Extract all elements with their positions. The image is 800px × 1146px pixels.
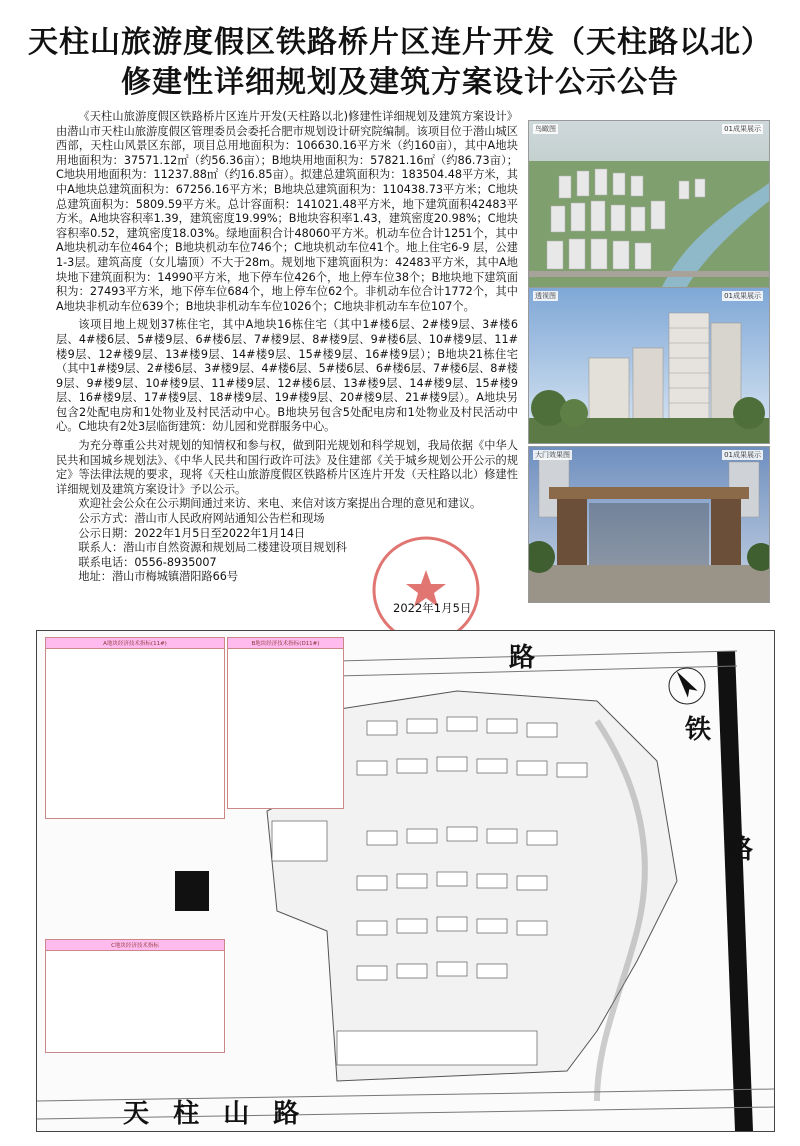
gate-rendering-image bbox=[529, 447, 769, 602]
notice-method: 公示方式：潜山市人民政府网站通知公告栏和现场 bbox=[78, 512, 325, 526]
table-b-title: B地块经济技术指标(D11#) bbox=[228, 638, 343, 649]
table-c bbox=[45, 939, 225, 1053]
notice-paragraph-buildings: 该项目地上规划37栋住宅，其中A地块16栋住宅（其中1#楼6层、2#楼9层、3#楼6 层、4#楼6层、5#楼9层、6#楼6层、7#楼9层、8#楼9层、9#楼6层、10#楼9层、11#楼9层、12#楼9层、13#楼9层、14#楼9层、15#楼9层、16#楼9层）；B地块21栋住宅（其中1#楼9层、2#楼6层、3#楼9层、4#楼6层、5#楼6层、6#楼6层、7#楼6层、8#楼9层、9#楼9层、10#楼9层、11#楼9层、12#楼6层、13#楼9层、14#楼9层、15#楼9层、16#楼9层、17#楼9层、18#楼9层、19#楼9层、20#楼9层、21#楼9层）。A地块另包含2处配电房和1处物业及村民活动中心。B地块另包含5处配电房和1处物业及村民活动中心。C地块有2处3层临街建筑：幼儿园和党群服务中心。 bbox=[56, 318, 518, 434]
page-title-line2: 修建性详细规划及建筑方案设计公示公告 bbox=[121, 65, 679, 100]
notice-paragraph-overview: 《天柱山旅游度假区铁路桥片区连片开发(天柱路以北)修建性详细规划及建筑方案设计》由潜山市天柱山旅游度假区管理委员会委托合肥市规划设计研究院编制。该项目位于潜山城区西部，天柱山风景区东部，项目总用地面积为：106630.16平方米（约160亩），其中A地块用地面积为：37571.12㎡（约56.36亩）；B地块用地面积为：57821.16㎡（约86.73亩）；C地块用地面积为：11237.88㎡（约16.85亩）。拟建总建筑面积为：183504.48平方米，其中A地块总建筑面积为：67256.16平方米；B地块总建筑面积为：110438.73平方米；C地块总建筑面积为：5809.59平方米。总计容面积：141021.48平方米，地下建筑面积42483平方米。A地块容积率1.39，建筑密度19.99%；B地块容积率1.43，建筑密度20.98%；C地块容积率0.52，建筑密度18.03%。绿地面积合计48060平方米。机动车位合计1251个，其中A地块机动车位464个；B地块机动车位746个；C地块机动车位41个。地上住宅6-9 层，公建1-3层。建筑高度（女儿墙顶）不大于28m。规划地下建筑面积为：42483平方米，其中A地块地下建筑面积为：14990平方米，地下停车位426个，地上停车位38个；B地块地下建筑面积为：27493平方米，地下停车位684个，地上停车位62个。非机动车位合计1772个，其中A地块非机动车位639个；B地块非机动车车位1026个；C地块非机动车车位107个。 bbox=[56, 110, 518, 313]
road-label-east-2: 路 bbox=[727, 835, 754, 865]
gate-rendering-tag: 01成果展示 bbox=[724, 451, 761, 459]
perspective-rendering bbox=[528, 287, 770, 444]
notice-address: 地址：潜山市梅城镇潜阳路66号 bbox=[78, 570, 239, 584]
gate-rendering bbox=[528, 446, 770, 603]
road-label-south: 天 柱 山 路 bbox=[123, 1099, 302, 1129]
table-c-title: C地块经济技术指标 bbox=[46, 940, 224, 951]
road-label-north: 路 bbox=[509, 643, 536, 673]
aerial-rendering-image bbox=[529, 121, 769, 293]
notice-paragraph-welcome: 欢迎社会公众在公示期间通过来访、来电、来信对该方案提出合理的意见和建议。 bbox=[78, 497, 482, 511]
aerial-rendering-tag: 01成果展示 bbox=[724, 125, 761, 133]
road-label-east-1: 铁 bbox=[685, 715, 712, 745]
page-title-line1: 天柱山旅游度假区铁路桥片区连片开发（天柱路以北） bbox=[28, 25, 772, 60]
notice-phone: 联系电话：0556-8935007 bbox=[78, 555, 217, 569]
notice-contact: 联系人：潜山市自然资源和规划局二楼建设项目规划科 bbox=[78, 541, 347, 555]
table-a bbox=[45, 637, 225, 819]
table-b bbox=[227, 637, 344, 809]
perspective-rendering-tag: 01成果展示 bbox=[724, 292, 761, 300]
aerial-rendering bbox=[528, 120, 770, 294]
aerial-rendering-label: 鸟瞰图 bbox=[535, 125, 556, 133]
perspective-rendering-image bbox=[529, 288, 769, 443]
perspective-rendering-label: 透视图 bbox=[535, 292, 556, 300]
notice-date: 2022年1月5日 bbox=[393, 601, 472, 615]
table-a-title: A地块经济技术指标(11#) bbox=[46, 638, 224, 649]
notice-body bbox=[56, 110, 518, 585]
notice-period: 公示日期：2022年1月5日至2022年1月14日 bbox=[78, 526, 306, 540]
gate-rendering-label: 大门效果图 bbox=[535, 451, 570, 459]
notice-paragraph-basis: 为充分尊重公共对规划的知情权和参与权，做到阳光规划和科学规划，我局依据《中华人民共和国城乡规划法》、《中华人民共和国行政许可法》及住建部《关于城乡规划公开公示的规定》等法律法规的要求，现将《天柱山旅游度假区铁路桥片区连片开发（天柱路以北）修建性详细规划及建筑方案设计》予以公示。 bbox=[56, 439, 518, 496]
site-plan bbox=[36, 630, 775, 1132]
